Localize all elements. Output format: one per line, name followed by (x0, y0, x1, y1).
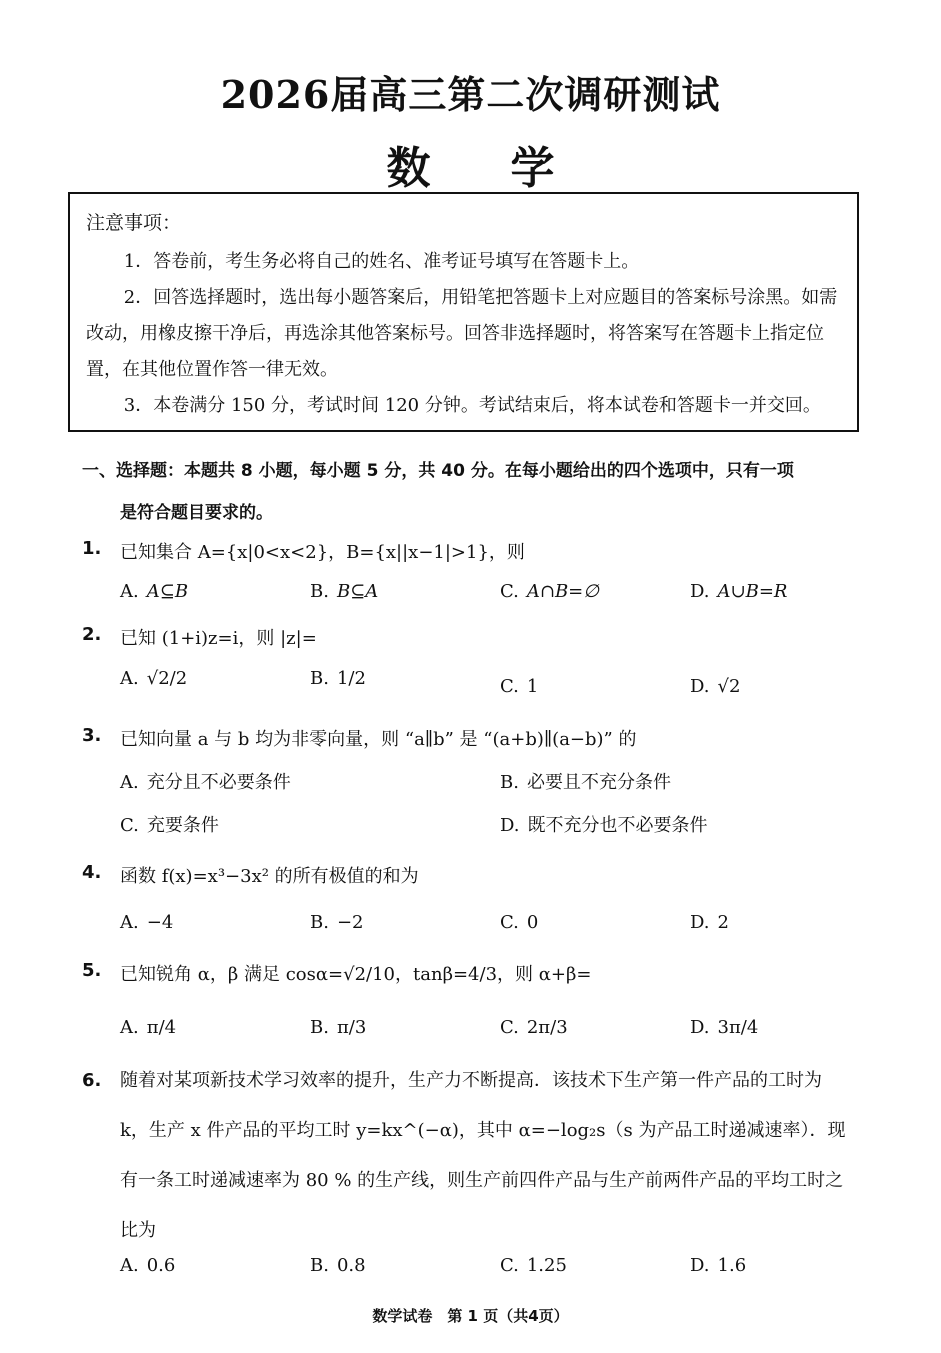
question-text: 已知 (1+i)z=i，则 |z|= (120, 628, 317, 649)
exam-title: 2026届高三第二次调研测试 (220, 72, 721, 117)
notice-heading: 注意事项： (86, 212, 182, 234)
option-b: B. 0.8 (310, 1255, 366, 1276)
option-b: B. 1/2 (310, 668, 366, 689)
section-heading (82, 450, 852, 534)
question-number: 1. (82, 538, 102, 559)
question-number: 3. (82, 725, 102, 746)
question-number: 4. (82, 862, 102, 883)
notice-item: 1．答卷前，考生务必将自己的姓名、准考证号填写在答题卡上。 (123, 251, 640, 272)
notice-item: 2．回答选择题时，选出每小题答案后，用铅笔把答题卡上对应题目的答案标号涂黑。如需改动，用橡皮擦干净后，再选涂其他答案标号。回答非选择题时，将答案写在答题卡上指定位置，在其他位置作答一律无效。 (86, 287, 838, 380)
option-a: A. 0.6 (120, 1255, 176, 1276)
option-a: A. π/4 (120, 1017, 177, 1038)
notice-box (68, 192, 859, 432)
option-d: D. 3π/4 (690, 1017, 759, 1038)
subject-char: 数 (386, 143, 431, 194)
option-d: D. A∪B=R (690, 581, 788, 602)
option-c: C. A∩B=∅ (500, 581, 599, 602)
option-c: C. 0 (500, 912, 539, 933)
question-number: 6. (82, 1070, 102, 1091)
question-text: 已知向量 a 与 b 均为非零向量，则 “a∥b” 是 “(a+b)∥(a−b)” 的 (120, 729, 637, 750)
option-a: A. A⊆B (120, 581, 189, 602)
notice-item: 3．本卷满分 150 分，考试时间 120 分钟。考试结束后，将本试卷和答题卡一并交回。 (123, 395, 821, 416)
option-d: D. 1.6 (690, 1255, 747, 1276)
page-footer: 数学试卷 第 1 页（共4页） (372, 1307, 569, 1325)
question-text: 随着对某项新技术学习效率的提升，生产力不断提高．该技术下生产第一件产品的工时为 k，生产 x 件产品的平均工时 y=kx^(−α)，其中 α=−log₂s（s 为产品工时递减速率）．现有一条工时递减速率为 80 % 的生产线，则生产前四件产品与生产前两件产品的平均工时之比为 (120, 1070, 846, 1241)
option-d: D. 2 (690, 912, 729, 933)
option-a: A. −4 (120, 912, 174, 933)
option-c: C. 2π/3 (500, 1017, 568, 1038)
option-d: D. 既不充分也不必要条件 (500, 815, 708, 836)
question-text: 已知集合 A={x|0<x<2}，B={x||x−1|>1}，则 (120, 542, 525, 563)
subject-title (0, 132, 941, 196)
option-a: A. √2/2 (120, 668, 188, 689)
option-b: B. B⊆A (310, 581, 379, 602)
question-number: 5. (82, 960, 102, 981)
option-a: A. 充分且不必要条件 (120, 772, 291, 793)
option-b: B. −2 (310, 912, 364, 933)
section-line: 一、选择题：本题共 8 小题，每小题 5 分，共 40 分。在每小题给出的四个选项中，只有一项 (82, 461, 794, 481)
question-6 (82, 1056, 850, 1256)
option-d: D. √2 (690, 676, 741, 697)
option-b: B. 必要且不充分条件 (500, 772, 671, 793)
option-c: C. 充要条件 (120, 815, 219, 836)
question-number: 2. (82, 624, 102, 645)
option-c: C. 1.25 (500, 1255, 567, 1276)
subject-char: 学 (510, 143, 555, 194)
question-text: 已知锐角 α，β 满足 cosα=√2/10，tanβ=4/3，则 α+β= (120, 964, 592, 985)
section-line: 是符合题目要求的。 (120, 503, 273, 523)
question-text: 函数 f(x)=x³−3x² 的所有极值的和为 (120, 866, 419, 887)
option-b: B. π/3 (310, 1017, 367, 1038)
option-c: C. 1 (500, 676, 539, 697)
